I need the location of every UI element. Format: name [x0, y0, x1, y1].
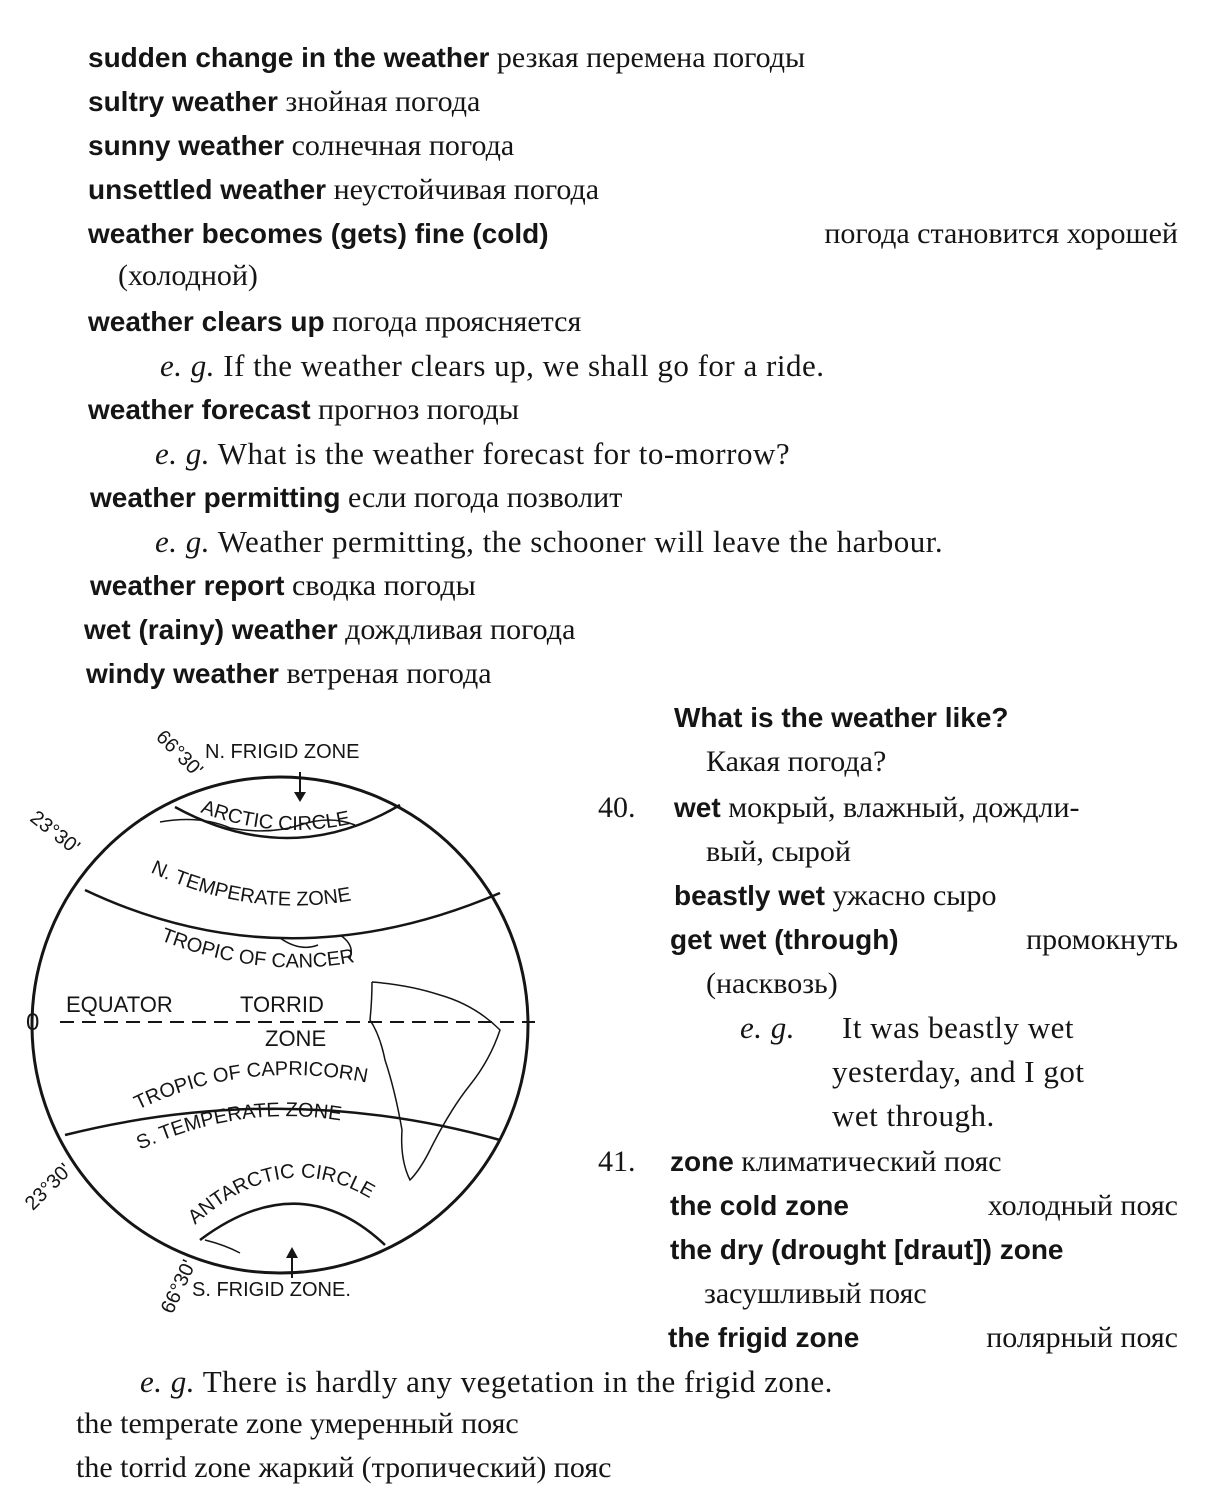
- example-text: It was beastly wet: [842, 1010, 1074, 1045]
- section-number-41: 41.: [598, 1145, 636, 1178]
- label-antarctic-path: ANTARCTIC CIRCLE: [183, 1160, 379, 1229]
- coastline-antarctica: [205, 1240, 240, 1253]
- entry-translation: ветреная погода: [286, 657, 492, 690]
- entry-term: wet (rainy) weather: [84, 614, 338, 645]
- example-line-1: [842, 1010, 1074, 1046]
- entry-translation: неустойчивая погода: [333, 173, 600, 206]
- example-label: e. g.: [160, 348, 216, 383]
- entry-get-wet: [670, 922, 1178, 958]
- label-s-frigid-zone: S. FRIGID ZONE.: [192, 1279, 351, 1301]
- entry-term: wet: [674, 792, 721, 823]
- entry-frigid-zone: [668, 1320, 1178, 1356]
- example-text: yesterday, and I got: [832, 1054, 1085, 1089]
- entry-term: the cold zone: [670, 1190, 849, 1221]
- example-line-3: [832, 1098, 995, 1134]
- entry-sultry: [88, 84, 480, 120]
- example-permitting: [155, 524, 943, 560]
- label-cancer-path: TROPIC OF CANCER: [158, 924, 356, 973]
- entry-torrid-zone: [76, 1450, 611, 1486]
- entry-term: sultry weather: [88, 86, 278, 117]
- entry-forecast: [88, 392, 519, 428]
- entry-translation-cont: (насквозь): [706, 967, 838, 1000]
- entry-translation: ужасно сыро: [832, 879, 997, 912]
- entry-becomes: [88, 216, 1178, 252]
- entry-wet-rainy: [84, 612, 575, 648]
- label-tropic-of-cancer: [158, 924, 356, 972]
- example-text: What is the weather forecast for to-morrow?: [217, 436, 791, 471]
- degree-south-66: 66°30': [156, 1256, 201, 1318]
- entry-translation: резкая перемена погоды: [496, 41, 806, 74]
- degree-north-66: 66°30': [151, 725, 207, 782]
- globe-outline: [32, 777, 528, 1273]
- label-s-temperate-zone: [133, 1099, 343, 1154]
- entry-term: sudden change in the weather: [88, 42, 490, 73]
- heading-en: What is the weather like?: [674, 702, 1009, 733]
- section-heading-ru: [706, 744, 886, 780]
- example-label: e. g.: [155, 524, 211, 559]
- entry-term: weather forecast: [88, 394, 311, 425]
- entry-term: the dry (drought [draut]) zone: [670, 1234, 1064, 1265]
- entry-translation: сводка погоды: [292, 569, 476, 602]
- example-text: There is hardly any vegetation in the frigid zone.: [202, 1364, 833, 1399]
- entry-term: weather clears up: [88, 306, 325, 337]
- entry-translation: солнечная погода: [291, 129, 515, 162]
- entry-translation-cont: вый, сырой: [706, 835, 851, 868]
- degree-zero: 0: [26, 1009, 40, 1036]
- entry-becomes-cont: [118, 258, 258, 294]
- entry-sunny: [88, 128, 514, 164]
- entry-term: sunny weather: [88, 130, 285, 161]
- north-arrow-head: [294, 792, 306, 802]
- entry-translation: погода становится хорошей: [824, 217, 1178, 250]
- entry-translation: промокнуть: [1026, 923, 1178, 956]
- example-line-2: [832, 1054, 1084, 1090]
- label-n-temperate-zone: [148, 857, 353, 911]
- entry-translation: засушливый пояс: [704, 1277, 927, 1310]
- example-beastly: [740, 1010, 795, 1046]
- entry-term: the frigid zone: [668, 1322, 860, 1353]
- entry-wet-cont: [706, 834, 851, 870]
- entry-translation: полярный пояс: [986, 1321, 1178, 1354]
- entry-term: get wet (through): [670, 924, 899, 955]
- example-label: e. g.: [140, 1364, 196, 1399]
- degree-south-23: 23°30': [20, 1159, 77, 1215]
- entry-term: weather becomes (gets) fine (cold): [88, 218, 549, 249]
- entry-report: [90, 568, 476, 604]
- label-arctic-circle: [198, 796, 351, 835]
- antarctic-circle-line: [200, 1204, 385, 1245]
- example-label: e. g.: [155, 436, 211, 471]
- example-text: wet through.: [832, 1098, 995, 1133]
- section-number-40: 40.: [598, 791, 636, 824]
- entry-term: the temperate zone: [76, 1407, 303, 1440]
- entry-translation: холодный пояс: [987, 1189, 1178, 1222]
- entry-get-wet-cont: [706, 966, 838, 1002]
- label-s-temperate-path: S. TEMPERATE ZONE: [133, 1099, 344, 1155]
- entry-translation-cont: (холодной): [118, 259, 258, 292]
- climate-zones-globe: [0, 720, 560, 1320]
- entry-translation: прогноз погоды: [318, 393, 519, 426]
- entry-clears-up: [88, 304, 581, 340]
- entry-temperate-zone: [76, 1406, 519, 1442]
- entry-term: beastly wet: [674, 880, 825, 911]
- entry-term: unsettled weather: [88, 174, 327, 205]
- entry-term: windy weather: [86, 658, 279, 689]
- entry-permitting: [90, 480, 622, 516]
- entry-translation: знойная погода: [285, 85, 481, 118]
- south-arrow-head: [286, 1247, 298, 1258]
- entry-cold-zone: [670, 1188, 1178, 1224]
- entry-beastly-wet: [674, 878, 996, 914]
- entry-unsettled: [88, 172, 599, 208]
- example-frigid: [140, 1364, 833, 1400]
- entry-term: weather report: [90, 570, 285, 601]
- example-text: Weather permitting, the schooner will leave the harbour.: [217, 524, 944, 559]
- example-text: If the weather clears up, we shall go for a ride.: [223, 348, 825, 383]
- label-n-frigid-zone: N. FRIGID ZONE: [205, 741, 360, 763]
- entry-translation: жаркий (тропический) пояс: [258, 1451, 612, 1484]
- heading-ru: Какая погода?: [706, 745, 887, 778]
- entry-translation: климатический пояс: [741, 1145, 1002, 1178]
- degree-north-23: 23°30': [25, 806, 84, 859]
- entry-translation: дождливая погода: [345, 613, 576, 646]
- label-n-temperate-path: N. TEMPERATE ZONE: [148, 856, 353, 911]
- entry-translation: погода проясняется: [332, 305, 582, 338]
- entry-sudden-change: [88, 40, 805, 76]
- label-torrid: TORRID: [240, 992, 324, 1017]
- entry-dry-zone-ru: [704, 1276, 927, 1312]
- example-forecast: [155, 436, 790, 472]
- section-heading: [674, 700, 1178, 736]
- entry-translation: мокрый, влажный, дождли-: [728, 791, 1080, 824]
- entry-dry-zone: [670, 1232, 1178, 1268]
- entry-windy: [86, 656, 492, 692]
- entry-translation: умеренный пояс: [310, 1407, 519, 1440]
- label-capricorn-path: TROPIC OF CAPRICORN: [130, 1057, 370, 1115]
- entry-term: weather permitting: [90, 482, 341, 513]
- label-equator: EQUATOR: [66, 992, 173, 1017]
- entry-term: zone: [670, 1146, 734, 1177]
- coastline-south-america: [370, 982, 500, 1180]
- label-arctic-circle-path: ARCTIC CIRCLE: [198, 796, 352, 836]
- entry-wet: [674, 790, 1080, 826]
- entry-translation: если погода позволит: [347, 481, 623, 514]
- entry-term: the torrid zone: [76, 1451, 251, 1484]
- entry-zone: [670, 1144, 1002, 1180]
- example-label: e. g.: [740, 1010, 796, 1045]
- example-clears-up: [160, 348, 824, 384]
- label-torrid-zone: ZONE: [265, 1026, 327, 1051]
